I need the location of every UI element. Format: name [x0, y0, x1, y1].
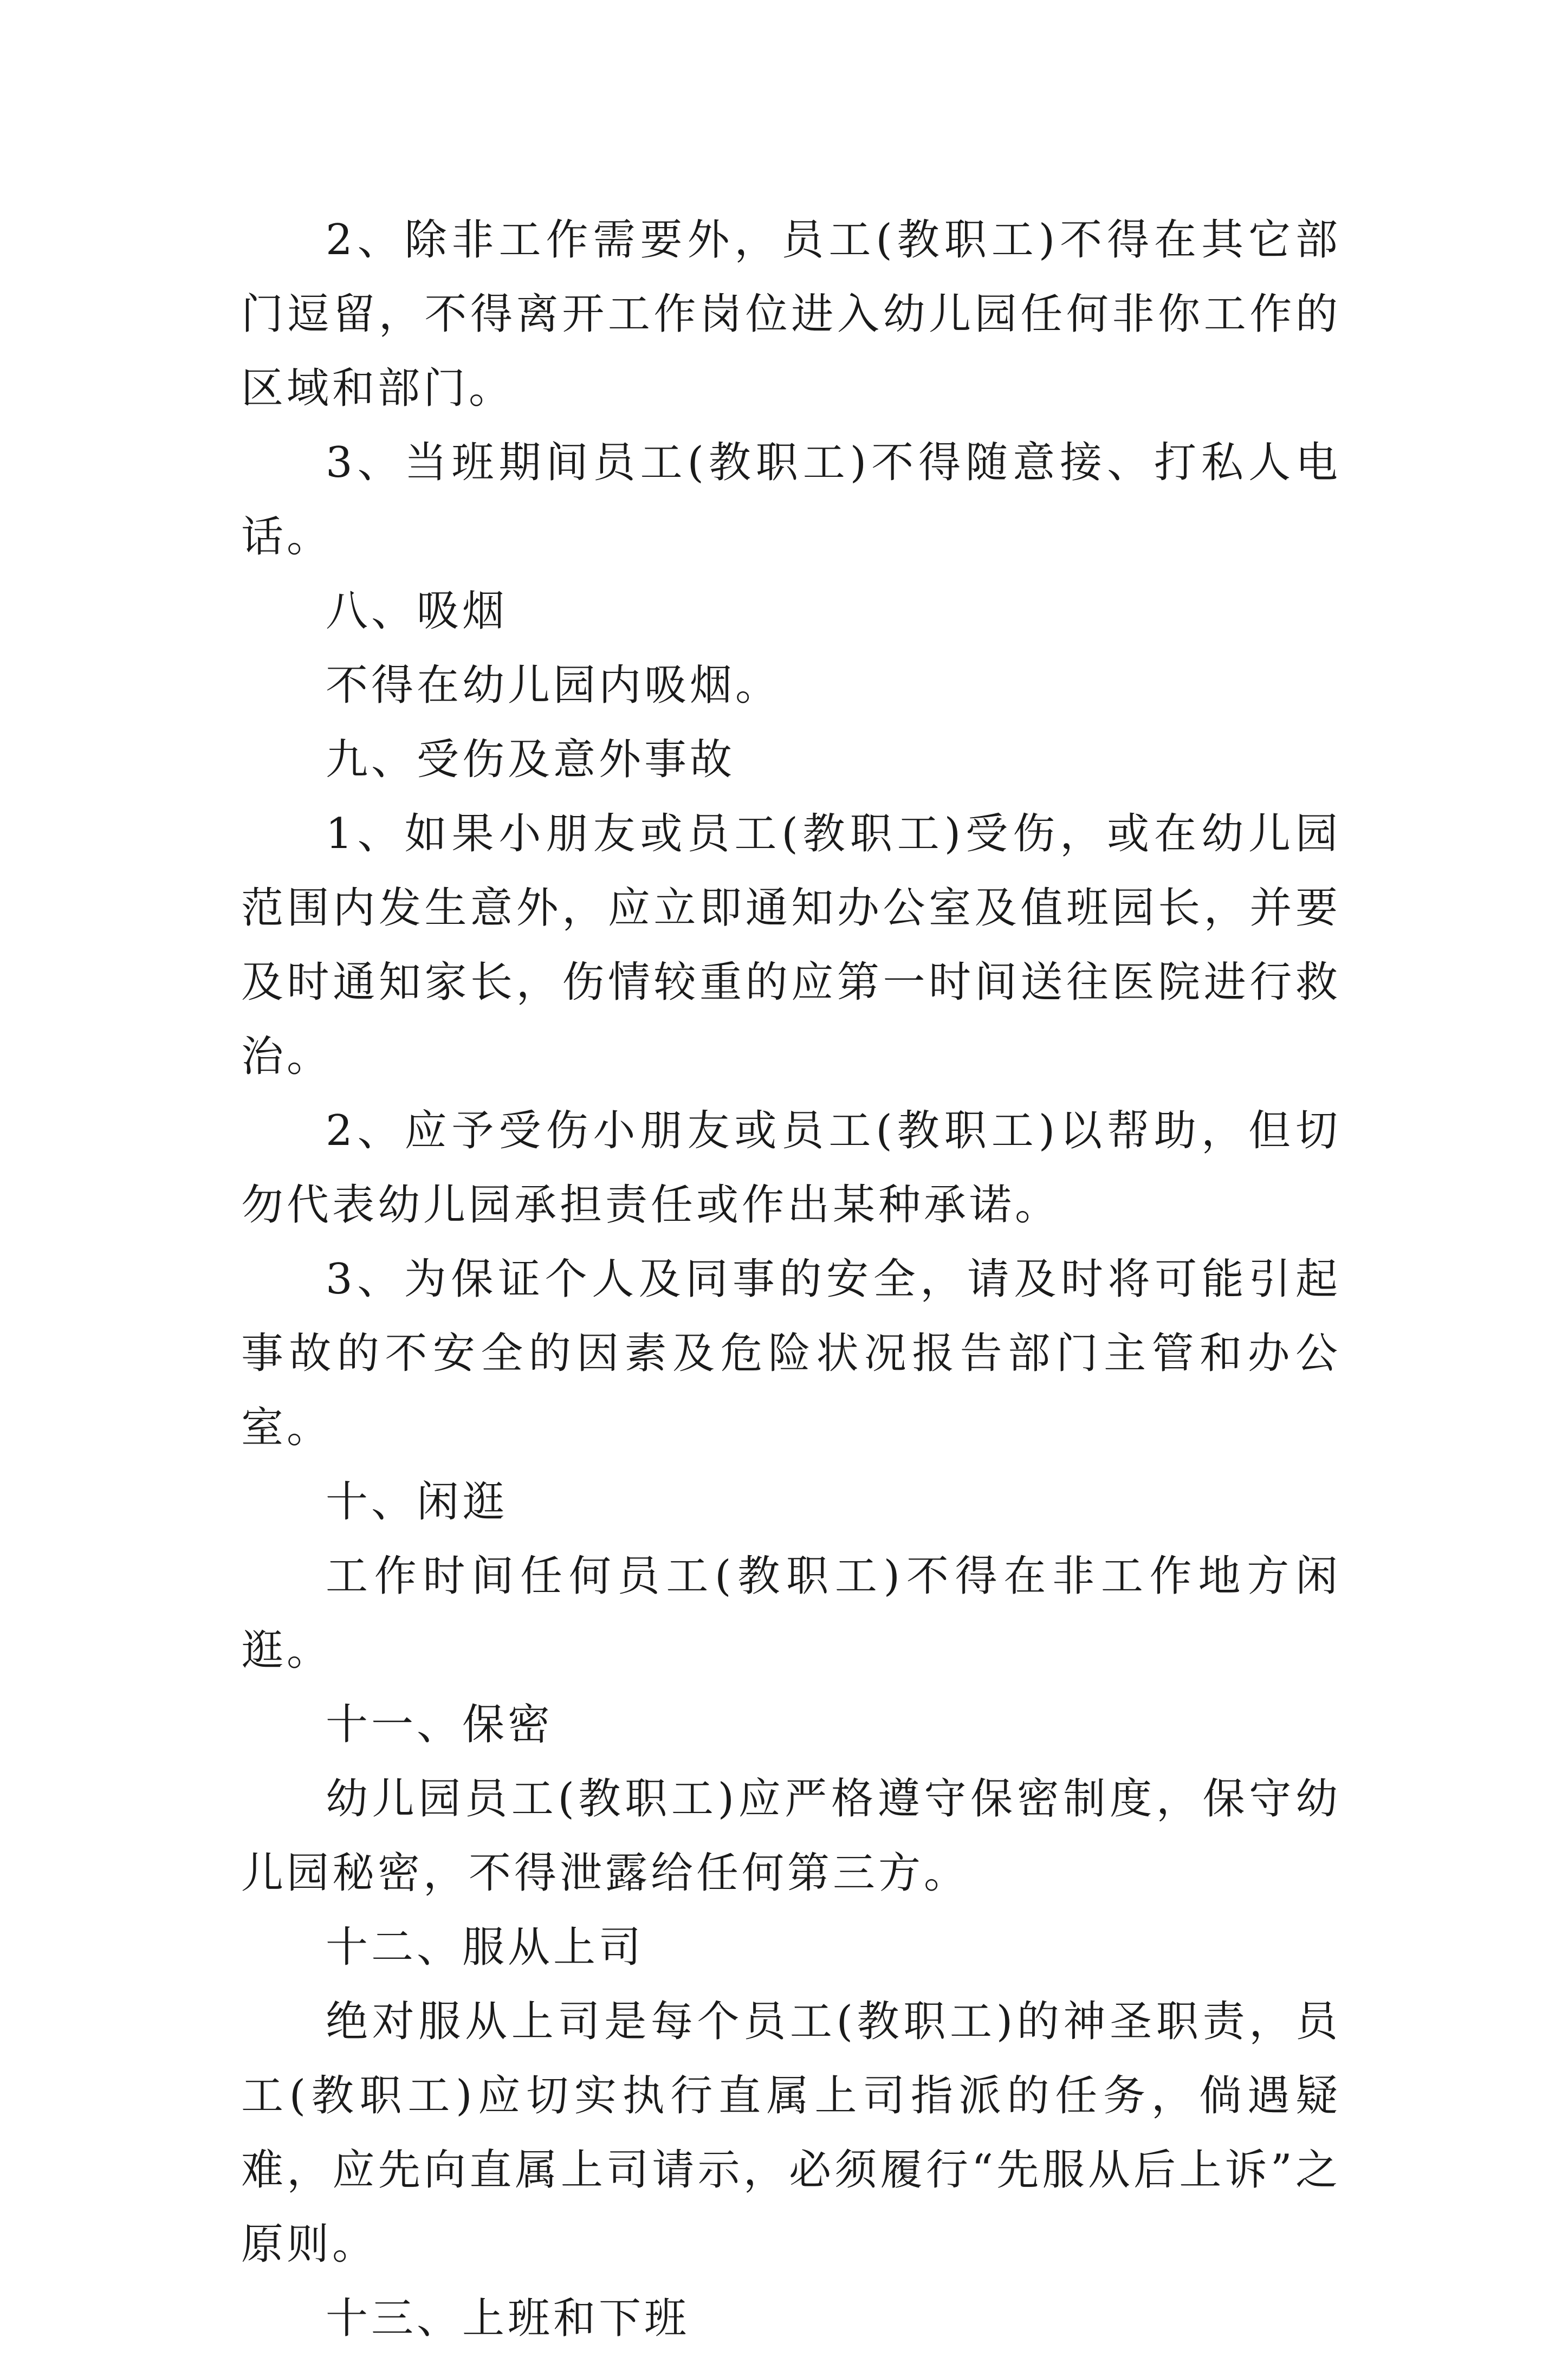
paragraph-confidentiality: 幼儿园员工(教职工)应严格遵守保密制度，保守幼儿园秘密，不得泄露给任何第三方。 — [241, 1775, 1341, 1898]
heading-work-hours: 十三、上班和下班 — [326, 2294, 690, 2343]
heading-injuries-accidents: 九、受伤及意外事故 — [326, 735, 736, 784]
paragraph-obey-superiors: 绝对服从上司是每个员工(教职工)的神圣职责，员工(教职工)应切实执行直属上司指派的任务，倘遇疑难，应先向直属上司请示，必须履行“先服从后上诉”之原则。 — [241, 1997, 1341, 2269]
heading-confidentiality: 十一、保密 — [326, 1700, 554, 1749]
heading-obey-superiors: 十二、服从上司 — [326, 1923, 645, 1972]
paragraph-loitering: 工作时间任何员工(教职工)不得在非工作地方闲逛。 — [241, 1552, 1341, 1675]
document-body — [241, 203, 1341, 2356]
paragraph-rule-9-1: 1、如果小朋友或员工(教职工)受伤，或在幼儿园范围内发生意外，应立即通知办公室及值班园长，并要及时通知家长，伤情较重的应第一时间送往医院进行救治。 — [241, 810, 1341, 1081]
heading-loitering: 十、闲逛 — [326, 1478, 508, 1526]
paragraph-rule-7-2: 2、除非工作需要外，员工(教职工)不得在其它部门逗留，不得离开工作岗位进入幼儿园任何非你工作的区域和部门。 — [241, 216, 1341, 413]
heading-smoking: 八、吸烟 — [326, 587, 508, 636]
paragraph-rule-9-2: 2、应予受伤小朋友或员工(教职工)以帮助，但切勿代表幼儿园承担责任或作出某种承诺。 — [241, 1106, 1341, 1229]
paragraph-rule-9-3: 3、为保证个人及同事的安全，请及时将可能引起事故的不安全的因素及危险状况报告部门主管和办公室。 — [241, 1255, 1341, 1452]
paragraph-rule-7-3: 3、当班期间员工(教职工)不得随意接、打私人电话。 — [241, 438, 1341, 561]
paragraph-smoking: 不得在幼儿园内吸烟。 — [326, 661, 781, 710]
